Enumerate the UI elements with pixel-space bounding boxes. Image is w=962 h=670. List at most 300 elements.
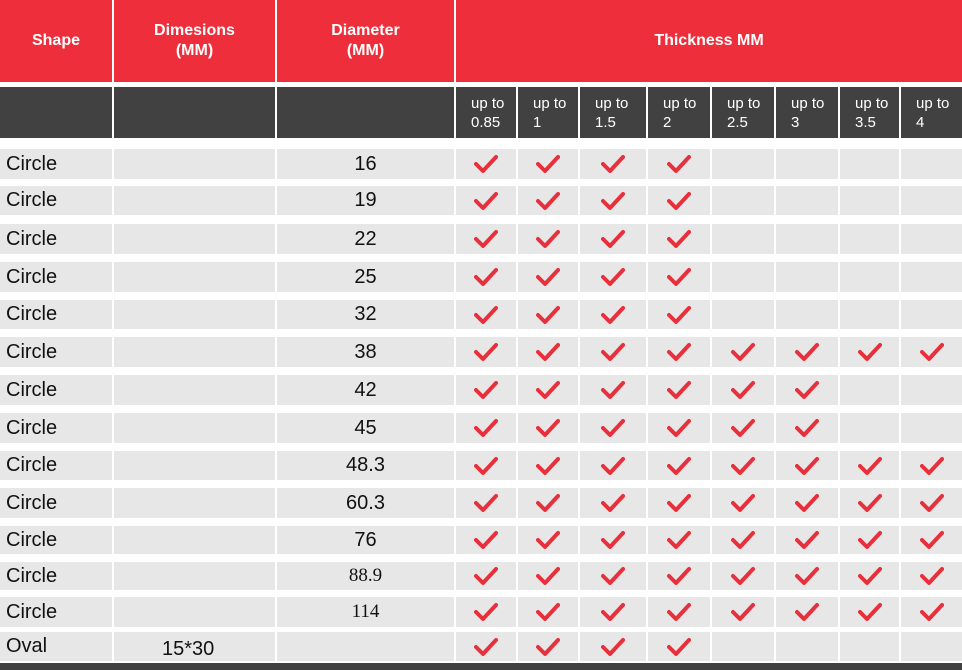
thickness-cell — [840, 413, 899, 443]
check-icon — [536, 305, 560, 325]
thickness-column-label-line1: up to — [533, 95, 567, 112]
thickness-cell — [901, 300, 962, 329]
diameter-cell — [277, 597, 454, 627]
header-diameter — [277, 0, 454, 82]
check-icon — [667, 637, 691, 657]
check-icon — [536, 602, 560, 622]
check-icon — [536, 530, 560, 550]
thickness-cell — [712, 262, 774, 292]
header-diameter-line1: Diameter — [331, 22, 400, 39]
check-icon — [601, 305, 625, 325]
check-icon — [731, 602, 755, 622]
thickness-cell — [518, 413, 578, 443]
check-icon — [536, 380, 560, 400]
thickness-cell — [840, 337, 899, 367]
check-icon — [667, 418, 691, 438]
thickness-cell — [648, 413, 710, 443]
diameter-value: 76 — [354, 528, 377, 551]
thickness-cell — [580, 186, 646, 215]
check-icon — [920, 456, 944, 476]
thickness-column-label-line2: 1.5 — [595, 114, 616, 131]
check-icon — [731, 566, 755, 586]
diameter-value: 32 — [354, 303, 377, 325]
check-icon — [858, 566, 882, 586]
header-dimensions-line2: (MM) — [175, 42, 214, 59]
check-icon — [667, 229, 691, 249]
thickness-cell — [580, 562, 646, 590]
thickness-cell — [776, 375, 838, 405]
header-dimensions-line1: Dimesions — [154, 22, 235, 39]
thickness-cell — [648, 451, 710, 480]
diameter-cell — [277, 562, 454, 590]
check-icon — [731, 342, 755, 362]
thickness-cell — [901, 597, 962, 627]
thickness-cell — [456, 526, 516, 554]
check-icon — [474, 493, 498, 513]
dimensions-cell — [114, 562, 275, 590]
check-icon — [601, 530, 625, 550]
shape-cell — [0, 300, 112, 329]
check-icon — [667, 267, 691, 287]
thickness-cell — [840, 597, 899, 627]
check-icon — [667, 342, 691, 362]
thickness-column-label-line2: 0.85 — [471, 114, 501, 131]
table-bottom-border — [0, 663, 962, 670]
check-icon — [601, 637, 625, 657]
check-icon — [474, 191, 498, 211]
thickness-cell — [518, 300, 578, 329]
thickness-cell — [456, 562, 516, 590]
shape-cell — [0, 562, 112, 590]
diameter-value: 60.3 — [346, 491, 385, 514]
header-dimensions-text — [154, 21, 235, 61]
check-icon — [731, 493, 755, 513]
shape-cell — [0, 262, 112, 292]
check-icon — [536, 456, 560, 476]
diameter-cell — [277, 337, 454, 367]
check-icon — [474, 602, 498, 622]
thickness-cell — [580, 262, 646, 292]
dimensions-cell — [114, 224, 275, 254]
thickness-column-6 — [776, 87, 838, 138]
check-icon — [474, 380, 498, 400]
shape-cell — [0, 224, 112, 254]
shape-value: Circle — [6, 227, 58, 250]
thickness-cell — [712, 300, 774, 329]
thickness-cell — [901, 632, 962, 661]
thickness-cell — [580, 224, 646, 254]
header-dimensions — [114, 0, 275, 82]
thickness-cell — [456, 300, 516, 329]
shape-cell — [0, 632, 112, 661]
thickness-cell — [840, 375, 899, 405]
header-shape — [0, 0, 112, 82]
shape-cell — [0, 413, 112, 443]
diameter-cell — [277, 451, 454, 480]
thickness-cell — [580, 597, 646, 627]
shape-cell — [0, 526, 112, 554]
dimensions-cell — [114, 413, 275, 443]
thickness-cell — [901, 451, 962, 480]
check-icon — [795, 418, 819, 438]
thickness-cell — [901, 526, 962, 554]
thickness-column-label-line2: 3 — [791, 114, 800, 131]
header-thickness-label: Thickness MM — [654, 32, 764, 49]
thickness-cell — [518, 375, 578, 405]
shape-value: Circle — [6, 152, 58, 175]
dimensions-cell — [114, 632, 275, 661]
thickness-cell — [901, 337, 962, 367]
check-icon — [667, 530, 691, 550]
diameter-cell — [277, 375, 454, 405]
shape-value: Circle — [6, 416, 58, 439]
thickness-cell — [712, 488, 774, 518]
check-icon — [474, 566, 498, 586]
thickness-cell — [712, 186, 774, 215]
thickness-cell — [456, 632, 516, 661]
check-icon — [601, 380, 625, 400]
thickness-cell — [840, 526, 899, 554]
thickness-cell — [580, 337, 646, 367]
thickness-cell — [776, 597, 838, 627]
check-icon — [601, 602, 625, 622]
shape-value: Circle — [6, 265, 58, 288]
header-shape-label: Shape — [31, 32, 80, 49]
thickness-cell — [901, 149, 962, 179]
thickness-cell — [776, 526, 838, 554]
thickness-cell — [776, 262, 838, 292]
check-icon — [858, 342, 882, 362]
shape-value: Oval — [6, 635, 48, 657]
thickness-cell — [840, 300, 899, 329]
thickness-cell — [840, 186, 899, 215]
check-icon — [536, 229, 560, 249]
diameter-value: 48.3 — [346, 454, 385, 476]
diameter-value: 45 — [354, 416, 377, 439]
thickness-cell — [648, 488, 710, 518]
thickness-cell — [901, 562, 962, 590]
check-icon — [601, 191, 625, 211]
shape-cell — [0, 488, 112, 518]
thickness-column-label-line1: up to — [916, 95, 950, 112]
thickness-cell — [518, 224, 578, 254]
thickness-cell — [580, 632, 646, 661]
thickness-cell — [648, 597, 710, 627]
thickness-cell — [840, 562, 899, 590]
header-diameter-text — [331, 21, 399, 61]
thickness-cell — [840, 224, 899, 254]
check-icon — [536, 637, 560, 657]
diameter-value: 114 — [351, 601, 380, 622]
thickness-cell — [518, 597, 578, 627]
thickness-cell — [580, 300, 646, 329]
check-icon — [731, 380, 755, 400]
diameter-value: 16 — [354, 152, 377, 175]
check-icon — [920, 342, 944, 362]
shape-value: Circle — [6, 454, 58, 476]
check-icon — [667, 154, 691, 174]
check-icon — [920, 493, 944, 513]
check-icon — [667, 566, 691, 586]
thickness-cell — [456, 149, 516, 179]
check-icon — [536, 267, 560, 287]
check-icon — [601, 456, 625, 476]
shape-value: Circle — [6, 378, 58, 401]
diameter-cell — [277, 186, 454, 215]
thickness-cell — [518, 562, 578, 590]
thickness-column-label-line1: up to — [791, 95, 825, 112]
subheader-empty-3 — [277, 87, 454, 138]
thickness-cell — [518, 526, 578, 554]
thickness-cell — [648, 149, 710, 179]
check-icon — [667, 380, 691, 400]
check-icon — [474, 267, 498, 287]
check-icon — [795, 602, 819, 622]
thickness-cell — [776, 488, 838, 518]
check-icon — [474, 229, 498, 249]
check-icon — [601, 566, 625, 586]
thickness-cell — [580, 413, 646, 443]
thickness-column-label-line2: 2 — [663, 114, 672, 131]
check-icon — [601, 229, 625, 249]
check-icon — [667, 602, 691, 622]
check-icon — [474, 637, 498, 657]
check-icon — [731, 418, 755, 438]
dimensions-cell — [114, 375, 275, 405]
thickness-cell — [776, 186, 838, 215]
thickness-cell — [712, 337, 774, 367]
thickness-cell — [518, 451, 578, 480]
diameter-cell — [277, 413, 454, 443]
shape-value: Circle — [6, 564, 58, 587]
check-icon — [667, 191, 691, 211]
shape-cell — [0, 375, 112, 405]
thickness-cell — [901, 488, 962, 518]
check-icon — [920, 602, 944, 622]
thickness-cell — [648, 262, 710, 292]
thickness-column-label-line1: up to — [855, 95, 889, 112]
check-icon — [795, 566, 819, 586]
thickness-cell — [456, 186, 516, 215]
thickness-cell — [712, 149, 774, 179]
check-icon — [920, 530, 944, 550]
thickness-cell — [840, 451, 899, 480]
diameter-value: 88.9 — [348, 565, 383, 586]
thickness-cell — [776, 413, 838, 443]
subheader-empty-2 — [114, 87, 275, 138]
check-icon — [474, 342, 498, 362]
check-icon — [474, 456, 498, 476]
thickness-column-2 — [518, 87, 578, 138]
thickness-cell — [712, 562, 774, 590]
check-icon — [795, 456, 819, 476]
thickness-column-7 — [840, 87, 899, 138]
thickness-cell — [518, 186, 578, 215]
diameter-value: 19 — [354, 189, 377, 211]
thickness-column-label-line2: 1 — [533, 114, 542, 131]
check-icon — [920, 566, 944, 586]
thickness-cell — [456, 262, 516, 292]
thickness-cell — [580, 149, 646, 179]
header-thickness — [456, 0, 962, 82]
diameter-cell — [277, 149, 454, 179]
dimensions-cell — [114, 337, 275, 367]
check-icon — [858, 493, 882, 513]
diameter-cell — [277, 526, 454, 554]
dimensions-cell — [114, 526, 275, 554]
shape-cell — [0, 597, 112, 627]
check-icon — [601, 493, 625, 513]
thickness-column-label-line1: up to — [727, 95, 761, 112]
thickness-cell — [776, 632, 838, 661]
check-icon — [601, 154, 625, 174]
check-icon — [731, 456, 755, 476]
check-icon — [474, 418, 498, 438]
thickness-column-label-line1: up to — [595, 95, 629, 112]
dimensions-cell — [114, 488, 275, 518]
check-icon — [536, 342, 560, 362]
check-icon — [474, 154, 498, 174]
thickness-cell — [456, 451, 516, 480]
thickness-cell — [901, 413, 962, 443]
thickness-cell — [518, 149, 578, 179]
diameter-cell — [277, 224, 454, 254]
thickness-cell — [840, 488, 899, 518]
thickness-cell — [712, 632, 774, 661]
check-icon — [858, 456, 882, 476]
check-icon — [795, 493, 819, 513]
thickness-column-label-line2: 3.5 — [855, 114, 876, 131]
thickness-cell — [712, 451, 774, 480]
check-icon — [601, 267, 625, 287]
thickness-cell — [456, 337, 516, 367]
thickness-cell — [901, 186, 962, 215]
dimensions-cell — [114, 149, 275, 179]
thickness-cell — [648, 337, 710, 367]
dimensions-cell — [114, 451, 275, 480]
thickness-cell — [776, 300, 838, 329]
thickness-cell — [456, 597, 516, 627]
thickness-cell — [518, 632, 578, 661]
thickness-cell — [840, 632, 899, 661]
shape-cell — [0, 337, 112, 367]
thickness-cell — [580, 375, 646, 405]
thickness-cell — [712, 375, 774, 405]
header-diameter-line2: (MM) — [346, 42, 385, 59]
diameter-value: 25 — [354, 265, 377, 288]
check-icon — [858, 602, 882, 622]
thickness-cell — [840, 149, 899, 179]
thickness-cell — [456, 375, 516, 405]
shape-value: Circle — [6, 528, 58, 551]
thickness-cell — [776, 451, 838, 480]
thickness-cell — [901, 375, 962, 405]
thickness-column-label-line1: up to — [471, 95, 505, 112]
thickness-column-8 — [901, 87, 962, 138]
check-icon — [731, 530, 755, 550]
thickness-column-1 — [456, 87, 516, 138]
thickness-cell — [712, 413, 774, 443]
check-icon — [795, 380, 819, 400]
dimensions-cell — [114, 597, 275, 627]
check-icon — [858, 530, 882, 550]
thickness-column-3 — [580, 87, 646, 138]
shape-cell — [0, 451, 112, 480]
diameter-cell — [277, 632, 454, 661]
thickness-cell — [518, 262, 578, 292]
thickness-cell — [456, 224, 516, 254]
thickness-cell — [580, 451, 646, 480]
shape-value: Circle — [6, 189, 58, 211]
check-icon — [667, 456, 691, 476]
diameter-value: 38 — [354, 340, 377, 363]
check-icon — [474, 305, 498, 325]
thickness-cell — [776, 224, 838, 254]
thickness-cell — [776, 337, 838, 367]
dimensions-cell — [114, 300, 275, 329]
shape-value: Circle — [6, 303, 58, 325]
thickness-cell — [518, 337, 578, 367]
thickness-cell — [901, 224, 962, 254]
dimensions-cell — [114, 262, 275, 292]
shape-value: Circle — [6, 600, 58, 623]
subheader-empty-1 — [0, 87, 112, 138]
thickness-cell — [648, 224, 710, 254]
diameter-cell — [277, 488, 454, 518]
shape-value: Circle — [6, 340, 58, 363]
thickness-column-label-line2: 2.5 — [727, 114, 748, 131]
diameter-value: 42 — [354, 378, 377, 401]
thickness-cell — [648, 526, 710, 554]
thickness-cell — [648, 375, 710, 405]
diameter-cell — [277, 300, 454, 329]
thickness-cell — [580, 488, 646, 518]
check-icon — [536, 154, 560, 174]
check-icon — [601, 342, 625, 362]
check-icon — [474, 530, 498, 550]
thickness-cell — [840, 262, 899, 292]
check-icon — [795, 342, 819, 362]
shape-cell — [0, 149, 112, 179]
check-icon — [601, 418, 625, 438]
check-icon — [536, 493, 560, 513]
thickness-column-label-line1: up to — [663, 95, 697, 112]
shape-value: Circle — [6, 491, 58, 514]
diameter-value: 22 — [354, 227, 377, 250]
thickness-cell — [712, 526, 774, 554]
check-icon — [536, 418, 560, 438]
check-icon — [667, 305, 691, 325]
thickness-cell — [648, 186, 710, 215]
check-icon — [667, 493, 691, 513]
diameter-cell — [277, 262, 454, 292]
thickness-cell — [648, 562, 710, 590]
thickness-cell — [776, 149, 838, 179]
thickness-cell — [901, 262, 962, 292]
thickness-column-5 — [712, 87, 774, 138]
thickness-cell — [712, 597, 774, 627]
thickness-cell — [456, 488, 516, 518]
dimensions-value: 15*30 — [162, 638, 215, 660]
check-icon — [536, 566, 560, 586]
thickness-cell — [648, 632, 710, 661]
thickness-cell — [456, 413, 516, 443]
thickness-column-label-line2: 4 — [916, 114, 925, 131]
thickness-cell — [580, 526, 646, 554]
check-icon — [795, 530, 819, 550]
thickness-cell — [712, 224, 774, 254]
shape-cell — [0, 186, 112, 215]
